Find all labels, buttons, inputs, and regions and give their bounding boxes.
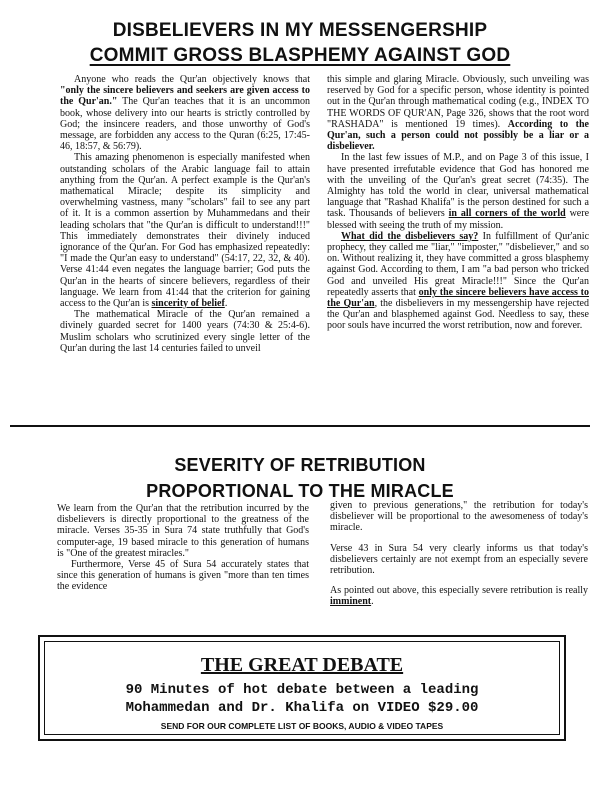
headline-line-2: COMMIT GROSS BLASPHEMY AGAINST GOD <box>89 45 511 66</box>
paragraph: The mathematical Miracle of the Qur'an remained a divinely guarded secret for 1400 years (74:30 & 25:4-6). Muslim scholars who scrutinized every single letter of the Qur'an during the last 14 centuries failed to unveil <box>60 309 310 354</box>
article-column-3 <box>57 503 309 593</box>
paragraph: given to previous generations," the retribution for today's disbeliever will be proportional to the awesomeness of today's miracle. <box>330 500 588 534</box>
section-heading-line-2: PROPORTIONAL TO THE MIRACLE <box>146 481 454 501</box>
section-heading-line-1: SEVERITY OF RETRIBUTION <box>174 455 426 475</box>
headline-line-1: DISBELIEVERS IN MY MESSENGERSHIP <box>112 20 488 41</box>
section-divider <box>10 425 590 427</box>
paragraph: Verse 43 in Sura 54 very clearly informs us that today's disbelievers certainly are not exempt from an especially severe retribution. <box>330 542 588 577</box>
advertisement-line-3: SEND FOR OUR COMPLETE LIST OF BOOKS, AUDIO & VIDEO TAPES <box>160 721 444 731</box>
article-column-2 <box>327 74 589 332</box>
emphasis-text: According to the Qur'an, such a person could not possibly be a liar or a disbeliever. <box>327 118 589 153</box>
emphasis-text: "only the sincere believers and seekers are given access to the Qur'an." <box>60 85 310 108</box>
paragraph: In the last few issues of M.P., and on Page 3 of this issue, I have presented irrefutable evidence that God has honored me with the unveiling of the Qur'an's great secret (74:35). The Almighty has told the world in clear, universal mathematical language that "Rashad Khalifa" is the person destined for such a task. Thousands of believers in all corners of the world were blessed with seeing the truth of my mission. <box>327 152 590 231</box>
emphasis-text: only the sincere believers have access to the Qur'an <box>327 286 589 310</box>
article-column-4 <box>330 500 588 617</box>
paragraph: This amazing phenomenon is especially manifested when outstanding scholars of the Arabic language fail to attain anything from the Qur'an. A perfect example is the Qur'an's mathematical Miracle; despite its simplicity and overwhelming vastness, many "scholars" fail to see any part of it. It is a common assertion by Muhammedans and their leading scholars that "the Qur'an is difficult to understand!!!" This immediately demonstrates their divinely induced ignorance of the Qur'an. For God has emphasized repeatedly: "I made the Qur'an easy to understand" (54:17, 22, 32, & 40). Verse 41:44 even negates the language barrier; God puts the Qur'an in the hearts of sincere believers, regardless of their language. We learn from 41:44 that the criterion for gaining access to the Qur'an is sincerity of belief. <box>60 152 310 310</box>
paragraph: We learn from the Qur'an that the retribution incurred by the disbelievers is directly proportional to the greatness of the miracle. Verses 35-35 in Sura 74 state truthfully that God's computer-age, 19 based miracle to this generation of humans is "One of the greatest miracles." <box>57 503 309 559</box>
emphasis-text: What did the disbelievers say? <box>341 230 479 242</box>
advertisement-title: THE GREAT DEBATE <box>200 654 404 676</box>
paragraph: this simple and glaring Miracle. Obviously, such unveiling was reserved by God for a specific person, whose identity is pointed out in the Qur'an through mathematical coding (e.g., INDEX TO THE WORDS OF QUR'AN, Page 326, shows that the root word "RASHADA" is mentioned 19 times). According to the Qur'an, such a person could not possibly be a liar or a disbeliever. <box>327 74 589 153</box>
paragraph: Anyone who reads the Qur'an objectively knows that "only the sincere believers and seekers are given access to the Qur'an." The Qur'an teaches that it is an uncommon book, whose delivery into our hearts is strictly controlled by God; the insincere readers, and those unworthy of God's message, are forbidden any access to the Quran (6:25, 17:45-46, 18:57, & 56:79). <box>60 74 310 153</box>
emphasis-text: in all corners of the world <box>448 208 566 220</box>
paragraph: Furthermore, Verse 45 of Sura 54 accurately states that since this generation of humans is given "more than ten times the evidence <box>57 559 309 593</box>
paragraph: What did the disbelievers say? In fulfillment of Qur'anic prophecy, they called me "liar," "imposter," "disbeliever," and so on. Without realizing it, they have committed a gross blasphemy against God. According to them, I am "a bad person who tricked God and unveiled His great Miracle!!!" Since the Qur'an repeatedly asserts that only the sincere believers have access to the Qur'an, the disbelievers in my messengership have rejected the Qur'an and blasphemed against God. Needless to say, these poor souls have incurred the worst retribution, now and forever. <box>327 230 590 332</box>
advertisement-line-1: 90 Minutes of hot debate between a leading <box>125 682 479 698</box>
article-column-1 <box>60 74 310 354</box>
paragraph: As pointed out above, this especially severe retribution is really imminent. <box>330 585 588 608</box>
advertisement-line-2: Mohammedan and Dr. Khalifa on VIDEO $29.00 <box>125 700 479 716</box>
debate-advertisement <box>38 635 566 741</box>
emphasis-text: sincerity of belief <box>151 298 225 310</box>
advertisement-inner-border <box>44 641 560 735</box>
emphasis-text: imminent <box>330 596 372 608</box>
